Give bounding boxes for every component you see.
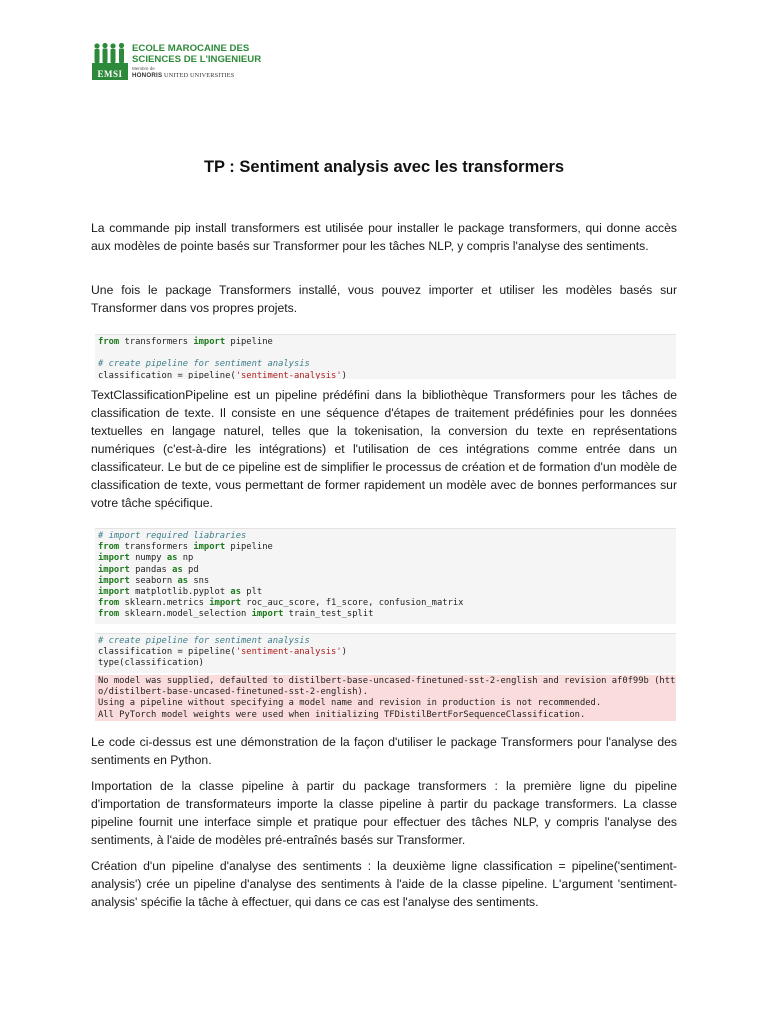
paragraph-install: Une fois le package Transformers installé, vous pouvez importer et utiliser les modèles basés sur Transformer dans vos propres projets. bbox=[91, 283, 677, 315]
code-text: numpy bbox=[129, 553, 167, 564]
code-text: ) bbox=[341, 370, 347, 379]
paragraph-import-pipeline: Importation de la classe pipeline à partir du package transformers : la première ligne du pipeline d'importation de transformateurs importe la classe pipeline à partir du package transformers. La classe pipeline fournit une interface simple et pratique pour effectuer des tâches NLP, y compris l'analyse des sentiments, à l'aide de modèles pré-entraînés basés sur Transformer. bbox=[91, 779, 677, 847]
logo-honoris-text bbox=[132, 72, 282, 79]
code-line bbox=[98, 609, 673, 620]
code-line bbox=[98, 565, 673, 576]
code-line bbox=[98, 658, 673, 669]
school-logo bbox=[92, 42, 272, 82]
warning-line: o/distilbert-base-uncased-finetuned-sst-2-english). bbox=[98, 687, 369, 698]
paragraph-textclassification: TextClassificationPipeline est un pipeline prédéfini dans la bibliothèque Transformers pour les tâches de classification de texte. Il consiste en une séquence d'étapes de traitement prédéfinies pour les données textuelles en langage naturel, telles que la tokenisation, la conversion du texte en représentations numériques (c'est-à-dire les intégrations) et l'utilisation de ces intégrations comme entrée dans un classificateur. Le but de ce pipeline est de simplifier le processus de création et de formation d'un modèle de classification de texte, vous permettant de former rapidement un modèle avec de bonnes performances sur votre tâche spécifique. bbox=[91, 388, 677, 510]
code-text: train_test_split bbox=[283, 609, 374, 620]
page-title: TP : Sentiment analysis avec les transformers bbox=[203, 158, 565, 176]
code-keyword: import bbox=[98, 564, 130, 575]
code-block-pipeline bbox=[95, 334, 676, 379]
code-text: roc_auc_score, f1_score, confusion_matrix bbox=[241, 598, 464, 609]
code-comment: # create pipeline for sentiment analysis bbox=[98, 636, 310, 646]
code-keyword: from bbox=[98, 609, 120, 620]
code-keyword: as bbox=[172, 564, 183, 575]
code-keyword: import bbox=[98, 575, 130, 586]
logo-school-line2: SCIENCES DE L'INGENIEUR bbox=[132, 54, 262, 65]
code-text: classification = pipeline( bbox=[98, 370, 236, 379]
code-text: plt bbox=[241, 586, 263, 597]
logo-honoris-rest: UNITED UNIVERSITIES bbox=[164, 72, 235, 79]
code-keyword: import bbox=[193, 542, 226, 553]
warning-line: No model was supplied, defaulted to distilbert-base-uncased-finetuned-sst-2-english and revision af0f99b (htt bbox=[98, 676, 676, 686]
paragraph-create-pipeline: Création d'un pipeline d'analyse des sentiments : la deuxième ligne classification = pipeline('sentiment-analysis') crée un pipeline d'analyse des sentiments à l'aide de la classe pipeline. L'argument 'sentiment-analysis' spécifie la tâche à effectuer, qui dans ce cas est l'analyse des sentiments. bbox=[91, 859, 677, 909]
code-line bbox=[98, 542, 673, 553]
code-text: type(classification) bbox=[98, 658, 204, 669]
code-line bbox=[98, 553, 673, 564]
code-line bbox=[98, 576, 673, 587]
code-line bbox=[98, 531, 673, 542]
code-text: pd bbox=[182, 564, 199, 575]
paragraph-intro: La commande pip install transformers est utilisée pour installer le package transformers, qui donne accès aux modèles de pointe basés sur Transformer pour les tâches NLP, y compris l'analyse des sentiments. bbox=[91, 221, 677, 253]
code-keyword: import bbox=[193, 337, 226, 347]
code-line bbox=[98, 598, 673, 609]
code-text: pandas bbox=[129, 564, 173, 575]
code-keyword: as bbox=[177, 575, 189, 586]
code-keyword: from bbox=[98, 598, 120, 609]
code-line-blank bbox=[98, 348, 673, 359]
warning-line: All PyTorch model weights were used when initializing TFDistilBertForSequenceClassification. bbox=[98, 709, 586, 720]
code-text: sklearn.model_selection bbox=[119, 609, 252, 620]
code-keyword: from bbox=[98, 542, 120, 553]
code-line bbox=[98, 371, 673, 379]
code-keyword: import bbox=[98, 553, 130, 564]
code-line bbox=[98, 636, 673, 647]
code-keyword: from bbox=[98, 337, 120, 347]
logo-school-line1: ECOLE MAROCAINE DES bbox=[132, 43, 250, 54]
code-comment: # import required liabraries bbox=[98, 531, 247, 541]
code-block-imports bbox=[95, 528, 676, 624]
code-keyword: import bbox=[209, 598, 242, 609]
paragraph-demo: Le code ci-dessus est une démonstration de la façon d'utiliser le package Transformers pour l'analyse des sentiments en Python. bbox=[91, 735, 677, 767]
code-keyword: as bbox=[166, 553, 178, 564]
logo-emsi-label: EMSI bbox=[92, 69, 128, 80]
code-text: pipeline bbox=[225, 542, 273, 553]
code-block-classification bbox=[95, 633, 676, 673]
code-text: sns bbox=[188, 575, 210, 586]
code-text: pipeline bbox=[225, 337, 273, 347]
code-text: matplotlib.pyplot bbox=[129, 586, 231, 597]
code-text: ) bbox=[341, 647, 347, 658]
code-line bbox=[98, 359, 673, 370]
code-text: seaborn bbox=[129, 575, 178, 586]
code-line bbox=[98, 337, 673, 348]
code-string: 'sentiment-analysis' bbox=[235, 647, 342, 658]
logo-member-text: Membre de bbox=[132, 66, 155, 71]
code-text: np bbox=[177, 553, 194, 564]
code-text: transformers bbox=[119, 337, 194, 347]
code-text: transformers bbox=[119, 542, 194, 553]
code-keyword: as bbox=[230, 586, 242, 597]
code-comment: # create pipeline for sentiment analysis bbox=[98, 359, 310, 370]
logo-text bbox=[132, 43, 282, 79]
warning-line: Using a pipeline without specifying a model name and revision in production is not recommended. bbox=[98, 698, 602, 709]
code-line bbox=[98, 647, 673, 658]
output-warning bbox=[95, 675, 676, 721]
code-text: sklearn.metrics bbox=[119, 598, 210, 609]
code-string: 'sentiment-analysis' bbox=[235, 370, 342, 379]
logo-honoris-bold: HONORIS bbox=[132, 72, 163, 79]
code-line bbox=[98, 587, 673, 598]
code-keyword: import bbox=[98, 586, 130, 597]
code-keyword: import bbox=[251, 609, 284, 620]
code-text: classification = pipeline( bbox=[98, 647, 236, 658]
